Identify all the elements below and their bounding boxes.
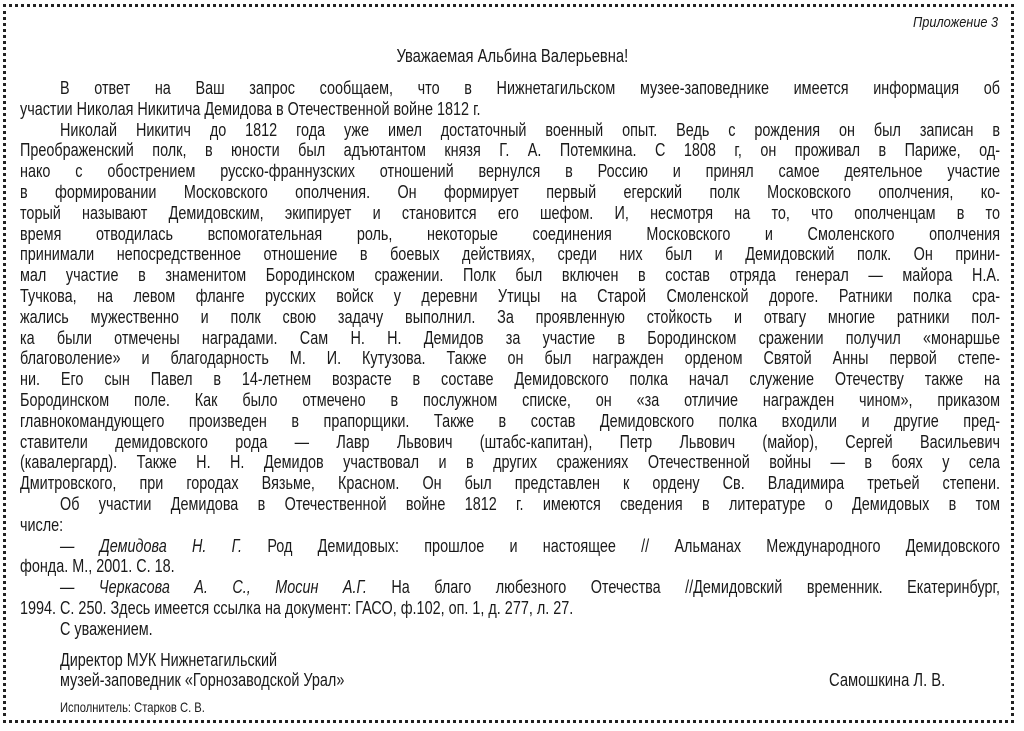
greeting-text: Уважаемая Альбина Валерьевна! [396,46,628,66]
body-line-text: 1994. С. 250. Здесь имеется ссылка на документ: ГАСО, ф.102, оп. 1, д. 277, л. 27. [20,598,574,618]
body-line-text: Николай Никитич до 1812 года уже имел достаточный военный опыт. Ведь с рождения он был записан в [60,119,1000,140]
body-line [20,597,1000,619]
body-line [20,306,1000,328]
appendix-label: Приложение 3 [912,14,998,31]
body-line-text: главнокомандующего произведен в прапорщики. Также в состав Демидовского полка входили и другие пред- [20,410,1000,431]
body-line-text: В ответ на Ваш запрос сообщаем, что в Нижнетагильском музее-заповеднике имеется информация об [60,78,1000,98]
body-line [20,347,1000,369]
body-line [20,139,1000,161]
body-line-text: Дмитровского, при городах Вязьме, Красном. Он был представлен к ордену Св. Владимира третьей степени. [20,473,1000,494]
signature-title-line1: Директор МУК Нижнетагильский [60,650,278,670]
body-line-text: Преображенский полк, в юности был адъютантом князя Г. А. Потемкина. С 1808 г, он проживал в Париже, од- [20,140,1000,161]
body-line-text: в формировании Московского ополчения. Он формирует первый егерский полк Московского ополчения, ко- [20,182,1000,202]
body-line-text: нако с обострением русско-франнузских отношений вернулся в Россию и принял самое деятельное участие [20,161,1000,182]
body-line-text: ни. Его сын Павел в 14-летнем возрасте в составе Демидовского полка начал служение Отечеству также на [20,369,1000,390]
body-line-text: фонда. М., 2001. С. 18. [20,556,175,577]
body-line-text: благоволение» и благодарность М. И. Кутузова. Также он был награжден орденом Святой Анны первой степе- [20,348,1000,369]
body-line [20,451,1000,473]
body-line [20,514,1000,536]
body-line [20,431,1000,453]
body-line [20,181,1000,203]
executor: Исполнитель: Старков С. В. [60,699,205,715]
body-line-text: ка были отмечены наградами. Сам Н. Н. Демидов за участие в Бородинском сражении получил «монаршье [20,327,1000,348]
body-line [20,555,1000,577]
signature-name: Самошкина Л. В. [829,670,946,690]
body-line-text: На благо любезного Отечества //Демидовский временник. Екатеринбург, [366,577,1001,598]
body-line [60,119,1000,141]
body-line [20,410,1000,432]
body-line [20,368,1000,390]
body-line-text: время отводилась вспомогательная роль, некоторые соединения Московского и Смоленского ополчения [20,223,1000,244]
citation-author: — Черкасова А. С., Мосин А.Г. [60,577,367,598]
body-line-text: мал участие в знаменитом Бородинском сражении. Полк был включен в состав отряда генерал — майора Н.А. [20,265,1000,286]
body-line-text: (кавалергард). Также Н. Н. Демидов участвовал и в других сражениях Отечественной войны — в боях у села [20,452,1000,473]
body-line [20,223,1000,245]
body-line [20,264,1000,286]
body-line-text: Бородинском поле. Как было отмечено в послужном списке, он «за отличие награжден чином», приказом [20,390,1000,410]
body-line [20,285,1000,307]
body-line [20,202,1000,224]
body-line [60,493,1000,515]
body-line [60,535,1000,557]
body-line [60,576,1000,598]
body-line-text: С уважением. [60,618,153,639]
body-line [60,77,1000,99]
body-line-text: ставители демидовского рода — Лавр Львович (штабс-капитан), Петр Львович (майор), Сергей Васильевич [20,431,1000,452]
body-line [20,472,1000,494]
body-line [20,98,1000,120]
body-line-text: торый называют Демидовским, экипирует и становится его шефом. И, несмотря на то, что ополченцам в то [20,202,1000,223]
body-line-text: принимали непосредственное отношение в боевых действиях, среди них был и Демидовский полк. Он прини- [20,244,1000,265]
body-line [20,160,1000,182]
body-line-text: жались мужественно и полк свою задачу выполнил. За проявленную стойкость и отвагу многие ратники пол- [20,306,1000,327]
body-line [60,618,1000,640]
signature-title-line2: музей-заповедник «Горнозаводской Урал» [60,670,345,690]
body-line-text: Род Демидовых: прошлое и настоящее // Альманах Международного Демидовского [242,535,1001,556]
body-line [20,389,1000,411]
greeting [0,46,1024,67]
body-line-text: участии Николая Никитича Демидова в Отечественной войне 1812 г. [20,98,481,119]
citation-author: — Демидова Н. Г. [60,535,243,556]
body-line [20,327,1000,349]
body-line-text: Об участии Демидова в Отечественной войне 1812 г. имеются сведения в литературе о Демидовых в том [60,494,1000,514]
body-line [20,243,1000,265]
body-line-text: Тучкова, на левом фланге русских войск у деревни Утицы на Старой Смоленской дороге. Ратники полка сра- [20,286,1000,306]
body-line-text: числе: [20,514,64,535]
